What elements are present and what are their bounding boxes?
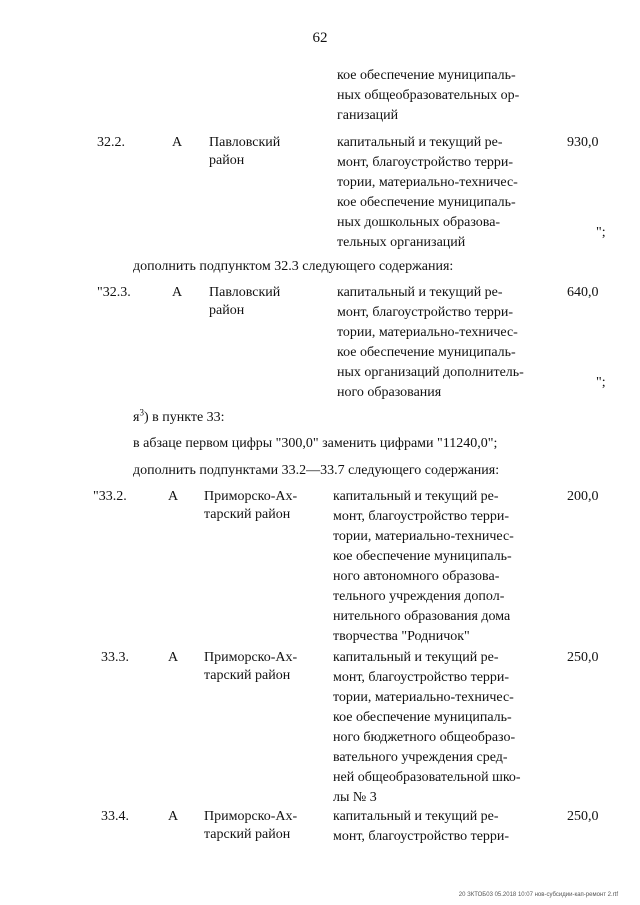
text-line: творчества "Родничок" <box>333 629 470 644</box>
text-line: монт, благоустройство терри- <box>337 155 514 170</box>
file-footer: 20 ЗКТОБ03 05.2018 10:07 нов-субсидии-кап-ремонт 2.rtf <box>458 892 618 898</box>
text-line: лы № 3 <box>333 790 377 805</box>
row-amount: 640,0 <box>567 285 599 300</box>
text-line: ганизаций <box>337 108 399 123</box>
text-line: ней общеобразовательной шко- <box>333 770 521 785</box>
text-line: Приморско-Ах- <box>204 650 298 665</box>
text-line: капитальный и текущий ре- <box>333 650 499 665</box>
text-line: ного автономного образова- <box>333 569 500 584</box>
text-line: капитальный и текущий ре- <box>333 809 499 824</box>
paragraph-text: ) в пункте 33: <box>143 410 225 425</box>
text-line: ных дошкольных образова- <box>337 215 501 230</box>
text-line: ных организаций дополнитель- <box>337 365 524 380</box>
text-line: ного бюджетного общеобразо- <box>333 730 516 745</box>
text-line: монт, благоустройство терри- <box>333 509 510 524</box>
text-line: тории, материально-техничес- <box>333 690 514 705</box>
text-line: район <box>209 303 245 318</box>
paragraph <box>133 408 225 428</box>
text-line: монт, благоустройство терри- <box>337 305 514 320</box>
row-amount: 250,0 <box>567 650 599 665</box>
text-line: тории, материально-техничес- <box>333 529 514 544</box>
paragraph-letter: я <box>133 410 140 425</box>
text-line: тории, материально-техничес- <box>337 175 518 190</box>
row-description <box>333 807 533 847</box>
row-amount: 250,0 <box>567 809 599 824</box>
text-line: тельных организаций <box>337 235 466 250</box>
paragraph: в абзаце первом цифры "300,0" заменить цифрами "11240,0"; <box>133 436 498 451</box>
row-number: 33.4. <box>101 809 129 824</box>
paragraph: дополнить подпунктом 32.3 следующего содержания: <box>133 259 454 274</box>
text-line: район <box>209 153 245 168</box>
row-number: "33.2. <box>93 489 127 504</box>
row-number: "32.3. <box>97 285 131 300</box>
row-description <box>333 648 533 808</box>
superscript: 3 <box>139 407 144 418</box>
row-amount: 200,0 <box>567 489 599 504</box>
row-category: А <box>172 285 183 300</box>
row-category: А <box>168 489 179 504</box>
text-line: ного образования <box>337 385 442 400</box>
text-line: тории, материально-техничес- <box>337 325 518 340</box>
row-area <box>209 284 319 320</box>
row-description <box>337 133 537 253</box>
text-line: тарский район <box>204 507 291 522</box>
row-category: А <box>172 135 183 150</box>
text-line: капитальный и текущий ре- <box>333 489 499 504</box>
text-line: Павловский <box>209 135 281 150</box>
row-description <box>337 283 537 403</box>
row-amount: 930,0 <box>567 135 599 150</box>
text-line: кое обеспечение муниципаль- <box>337 195 516 210</box>
text-line: монт, благоустройство терри- <box>333 670 510 685</box>
row-closing-quote: "; <box>596 225 606 240</box>
text-line: ных общеобразовательных ор- <box>337 88 520 103</box>
text-line: Приморско-Ах- <box>204 489 298 504</box>
row-number: 32.2. <box>97 135 125 150</box>
page-number: 62 <box>312 30 328 46</box>
text-line: кое обеспечение муниципаль- <box>333 710 512 725</box>
text-line: Павловский <box>209 285 281 300</box>
continued-description <box>337 66 537 126</box>
row-area <box>209 134 319 170</box>
text-line: капитальный и текущий ре- <box>337 285 503 300</box>
text-line: вательного учреждения сред- <box>333 750 508 765</box>
text-line: капитальный и текущий ре- <box>337 135 503 150</box>
text-line: тарский район <box>204 827 291 842</box>
row-number: 33.3. <box>101 650 129 665</box>
text-line: кое обеспечение муниципаль- <box>333 549 512 564</box>
row-area <box>204 808 314 844</box>
row-closing-quote: "; <box>596 375 606 390</box>
text-line: кое обеспечение муниципаль- <box>337 345 516 360</box>
row-description <box>333 487 533 647</box>
text-line: Приморско-Ах- <box>204 809 298 824</box>
row-category: А <box>168 809 179 824</box>
text-line: нительного образования дома <box>333 609 511 624</box>
row-category: А <box>168 650 179 665</box>
row-area <box>204 488 314 524</box>
text-line: тарский район <box>204 668 291 683</box>
paragraph: дополнить подпунктами 33.2—33.7 следующего содержания: <box>133 463 500 478</box>
text-line: монт, благоустройство терри- <box>333 829 510 844</box>
row-area <box>204 649 314 685</box>
text-line: кое обеспечение муниципаль- <box>337 68 516 83</box>
text-line: тельного учреждения допол- <box>333 589 505 604</box>
